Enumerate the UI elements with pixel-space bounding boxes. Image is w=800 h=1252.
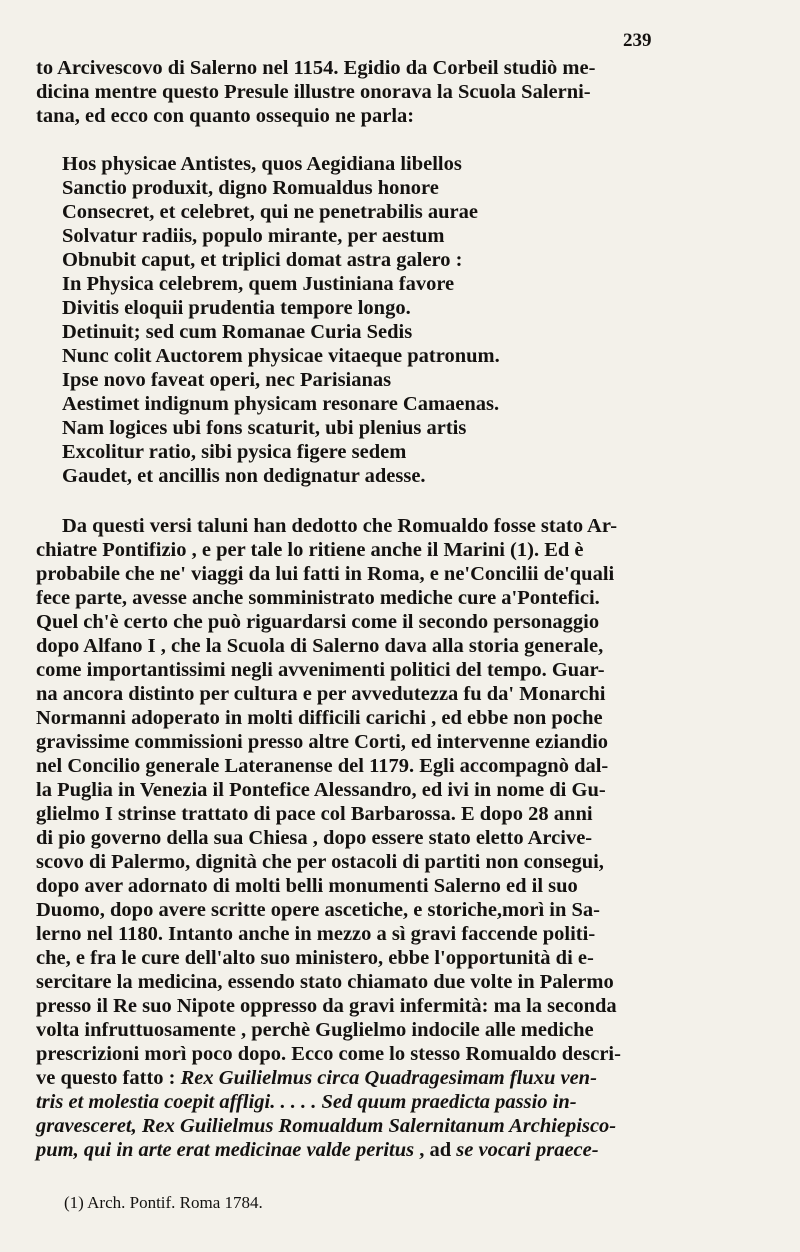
verse-line-12: Nam logices ubi fons scaturit, ubi plenius artis bbox=[62, 417, 467, 439]
body-line-13: glielmo I strinse trattato di pace col Barbarossa. E dopo 28 anni bbox=[36, 803, 593, 825]
verse-line-1: Hos physicae Antistes, quos Aegidiana libellos bbox=[62, 153, 462, 175]
quote-line-4 bbox=[36, 1138, 599, 1162]
footnote: (1) Arch. Pontif. Roma 1784. bbox=[64, 1193, 263, 1212]
quote-line-3-italic: gravesceret, Rex Guilielmus Romualdum Salernitanum Archiepisco- bbox=[36, 1115, 617, 1137]
body-line-17: Duomo, dopo avere scritte opere ascetiche, e storiche,morì in Sa- bbox=[36, 899, 601, 921]
body-line-8: na ancora distinto per cultura e per avvedutezza fu da' Monarchi bbox=[36, 683, 606, 705]
body-line-7: come importantissimi negli avvenimenti politici del tempo. Guar- bbox=[36, 659, 605, 681]
body-line-16: dopo aver adornato di molti belli monumenti Salerno ed il suo bbox=[36, 875, 578, 897]
body-line-22: volta infruttuosamente , perchè Guglielmo indocile alle mediche bbox=[36, 1019, 594, 1041]
body-line-4: fece parte, avesse anche somministrato mediche cure a'Pontefici. bbox=[36, 587, 600, 609]
verse-line-7: Divitis eloquii prudentia tempore longo. bbox=[62, 297, 411, 319]
body-line-18: lerno nel 1180. Intanto anche in mezzo a sì gravi faccende politi- bbox=[36, 923, 596, 945]
body-line-20: sercitare la medicina, essendo stato chiamato due volte in Palermo bbox=[36, 971, 614, 993]
body-line-6: dopo Alfano I , che la Scuola di Salerno dava alla storia generale, bbox=[36, 635, 604, 657]
verse-line-14: Gaudet, et ancillis non dedignatur adesse. bbox=[62, 465, 426, 487]
quote-line-2 bbox=[36, 1090, 577, 1114]
intro-line-2: dicina mentre questo Presule illustre onorava la Scuola Salerni- bbox=[36, 81, 591, 103]
body-line-10: gravissime commissioni presso altre Corti, ed intervenne eziandio bbox=[36, 731, 609, 753]
body-line-9: Normanni adoperato in molti difficili carichi , ed ebbe non poche bbox=[36, 707, 603, 729]
page-number: 239 bbox=[623, 30, 652, 51]
verse-line-8: Detinuit; sed cum Romanae Curia Sedis bbox=[62, 321, 413, 343]
body-line-3: probabile che ne' viaggi da lui fatti in Roma, e ne'Concilii de'quali bbox=[36, 563, 615, 585]
quote-line-1-roman: ve questo fatto : bbox=[36, 1067, 181, 1089]
quote-line-3 bbox=[36, 1114, 616, 1138]
quote-line-4-italic-a: pum, qui in arte erat medicinae valde peritus bbox=[36, 1139, 415, 1161]
quote-line-2-italic: tris et molestia coepit affligi. . . . . Sed quum praedicta passio in- bbox=[36, 1091, 577, 1113]
body-line-21: presso il Re suo Nipote oppresso da gravi infermità: ma la seconda bbox=[36, 995, 617, 1017]
verse-line-9: Nunc colit Auctorem physicae vitaeque patronum. bbox=[62, 345, 500, 367]
body-line-23: prescrizioni morì poco dopo. Ecco come lo stesso Romualdo descri- bbox=[36, 1043, 621, 1065]
verse-line-5: Obnubit caput, et triplici domat astra galero : bbox=[62, 249, 463, 271]
quote-line-4-italic-b: se vocari praece- bbox=[456, 1139, 599, 1161]
body-line-11: nel Concilio generale Lateranense del 1179. Egli accompagnò dal- bbox=[36, 755, 609, 777]
verse-line-10: Ipse novo faveat operi, nec Parisianas bbox=[62, 369, 392, 391]
intro-line-1: to Arcivescovo di Salerno nel 1154. Egidio da Corbeil studiò me- bbox=[36, 57, 596, 79]
quote-line-1-italic: Rex Guilielmus circa Quadragesimam fluxu ven- bbox=[180, 1067, 597, 1089]
verse-line-4: Solvatur radiis, populo mirante, per aestum bbox=[62, 225, 445, 247]
verse-line-6: In Physica celebrem, quem Justiniana favore bbox=[62, 273, 455, 295]
body-line-15: scovo di Palermo, dignità che per ostacoli di partiti non consegui, bbox=[36, 851, 604, 873]
body-line-2: chiatre Pontifizio , e per tale lo ritiene anche il Marini (1). Ed è bbox=[36, 539, 584, 561]
verse-line-3: Consecret, et celebret, qui ne penetrabilis aurae bbox=[62, 201, 478, 223]
intro-line-3: tana, ed ecco con quanto ossequio ne parla: bbox=[36, 105, 415, 127]
verse-line-13: Excolitur ratio, sibi pysica figere sedem bbox=[62, 441, 407, 463]
body-line-12: la Puglia in Venezia il Pontefice Alessandro, ed ivi in nome di Gu- bbox=[36, 779, 606, 801]
body-line-1: Da questi versi taluni han dedotto che Romualdo fosse stato Ar- bbox=[62, 515, 618, 537]
verse-line-2: Sanctio produxit, digno Romualdus honore bbox=[62, 177, 439, 199]
verse-line-11: Aestimet indignum physicam resonare Camaenas. bbox=[62, 393, 500, 415]
body-line-14: di pio governo della sua Chiesa , dopo essere stato eletto Arcive- bbox=[36, 827, 593, 849]
quote-line-4-roman: , ad bbox=[414, 1139, 457, 1161]
quote-line-1 bbox=[36, 1066, 597, 1090]
body-line-5: Quel ch'è certo che può riguardarsi come il secondo personaggio bbox=[36, 611, 600, 633]
body-line-19: che, e fra le cure dell'alto suo ministero, ebbe l'opportunità di e- bbox=[36, 947, 594, 969]
